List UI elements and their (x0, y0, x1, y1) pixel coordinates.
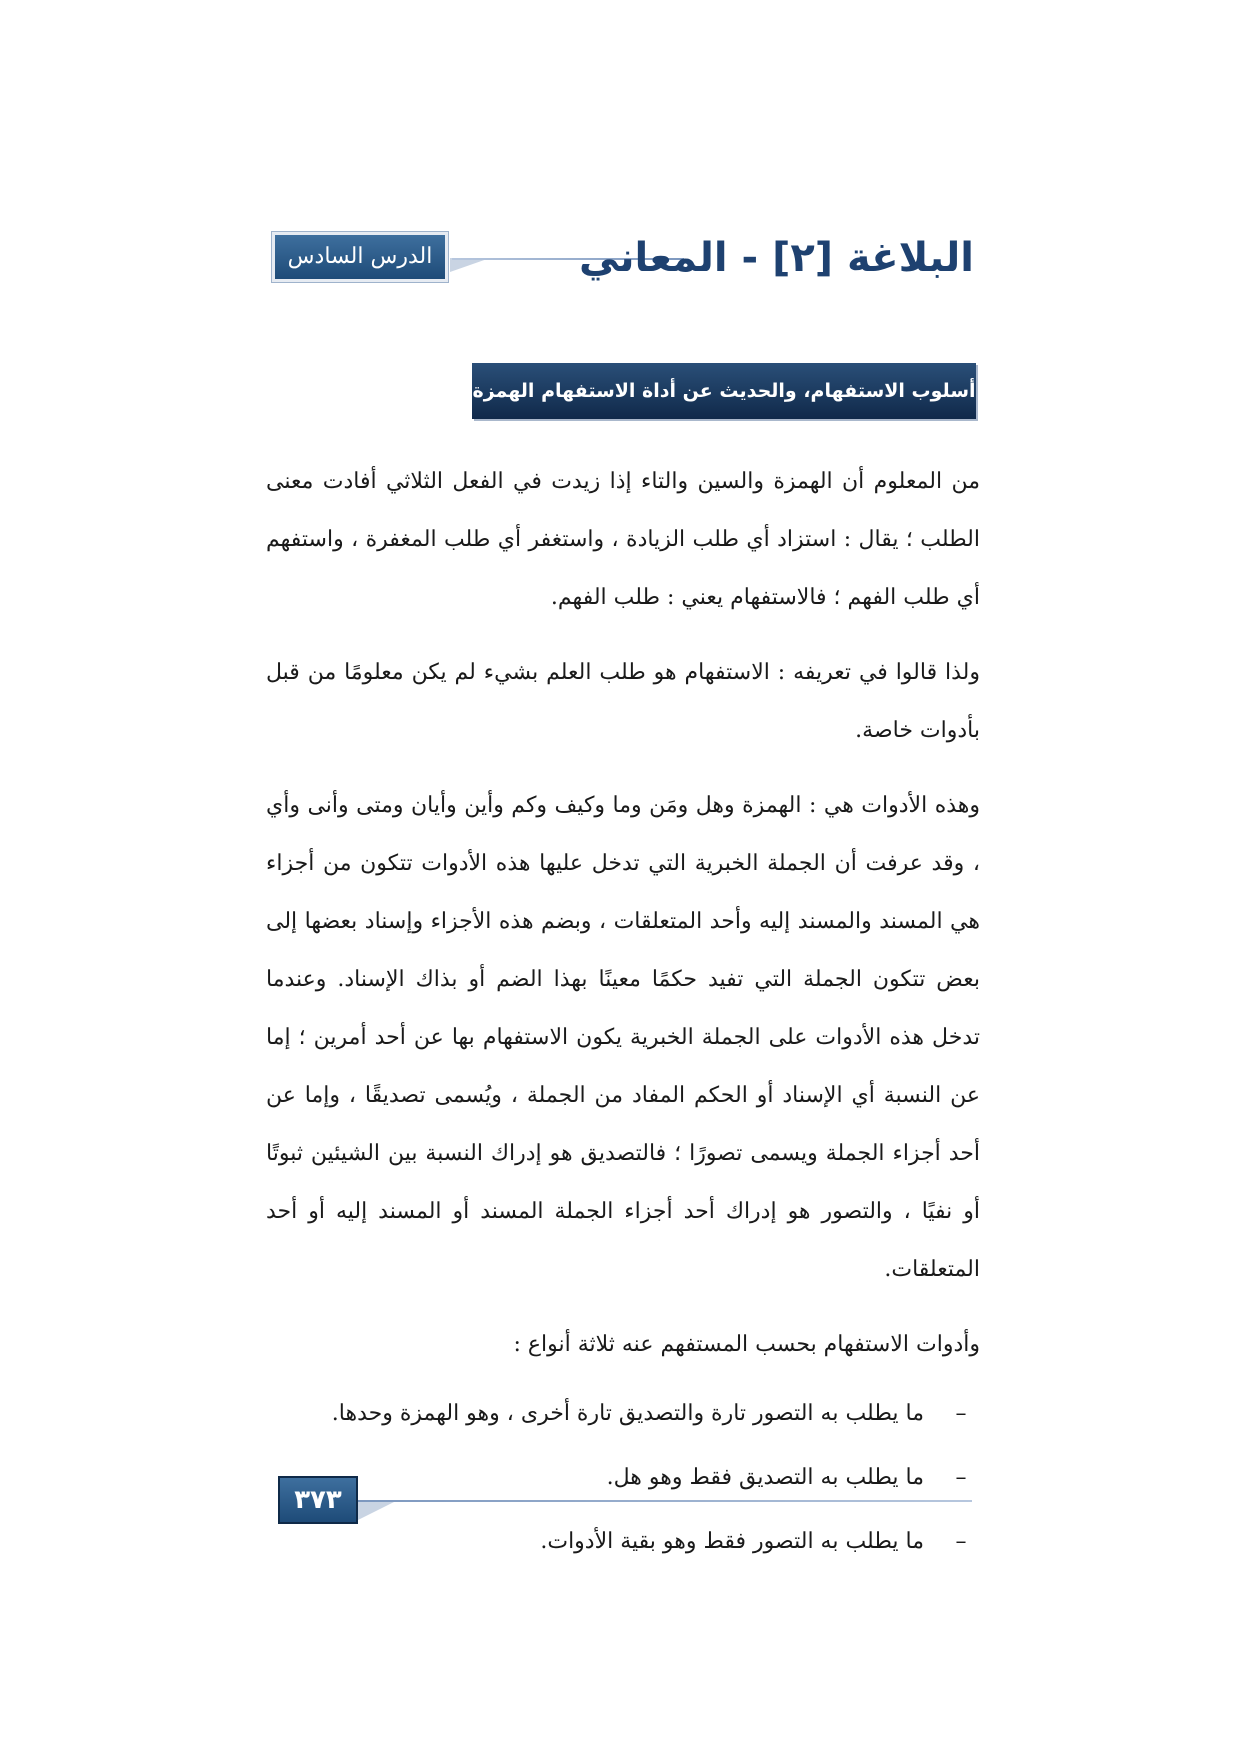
list-dash: – (955, 1401, 967, 1426)
list-item-text: ما يطلب به التصور فقط وهو بقية الأدوات. (540, 1529, 924, 1554)
footer-rule (358, 1500, 972, 1502)
list-item-text: ما يطلب به التصور تارة والتصديق تارة أخرى ، وهو الهمزة وحدها. (331, 1401, 924, 1426)
lesson-badge: الدرس السادس عشر (272, 232, 448, 282)
paragraph-definition: من المعلوم أن الهمزة والسين والتاء إذا زيدت في الفعل الثلاثي أفادت معنى الطلب ؛ يقال : استزاد أي طلب الزيادة ، واستغفر أي طلب المغفرة ، واستفهم أي طلب الفهم ؛ فالاستفهام يعني : طلب الفهم. (266, 469, 980, 610)
section-title: أسلوب الاستفهام، والحديث عن أداة الاستفهام الهمزة (472, 363, 976, 419)
list-dash: – (955, 1529, 967, 1554)
book-title: البلاغة [٢] - المعاني (578, 235, 974, 281)
page-header (272, 228, 974, 313)
footer-decoration (358, 1500, 398, 1520)
page-number: ٣٧٣ (278, 1476, 358, 1524)
types-intro: وأدوات الاستفهام بحسب المستفهم عنه ثلاثة أنواع : (513, 1332, 980, 1357)
paragraph-tools: وهذه الأدوات هي : الهمزة وهل ومَن وما وكيف وكم وأين وأيان ومتى وأنى وأي ، وقد عرفت أن الجملة الخبرية التي تدخل عليها هذه الأدوات تتكون من أجزاء هي المسند والمسند إليه وأحد المتعلقات ، وبضم هذه الأجزاء وإسناد بعضها إلى بعض تتكون الجملة التي تفيد حكمًا معينًا بهذا الضم أو بذاك الإسناد. وعندما تدخل هذه الأدوات على الجملة الخبرية يكون الاستفهام بها عن أحد أمرين ؛ إما عن النسبة أي الإسناد أو الحكم المفاد من الجملة ، ويُسمى تصديقًا ، وإما عن أحد أجزاء الجملة ويسمى تصورًا ؛ فالتصديق هو إدراك النسبة بين الشيئين ثبوتًا أو نفيًا ، والتصور هو إدراك أحد أجزاء الجملة المسند أو المسند إليه أو أحد المتعلقات. (266, 793, 981, 1282)
page-footer (272, 1476, 974, 1532)
body-text (266, 453, 980, 1574)
paragraph-meaning: ولذا قالوا في تعريفه : الاستفهام هو طلب العلم بشيء لم يكن معلومًا من قبل بأدوات خاصة. (266, 660, 980, 743)
header-decoration (450, 258, 490, 272)
list-dash: – (955, 1465, 967, 1490)
list-item (266, 1382, 980, 1446)
list-item-text: ما يطلب به التصديق فقط وهو هل. (606, 1465, 924, 1490)
